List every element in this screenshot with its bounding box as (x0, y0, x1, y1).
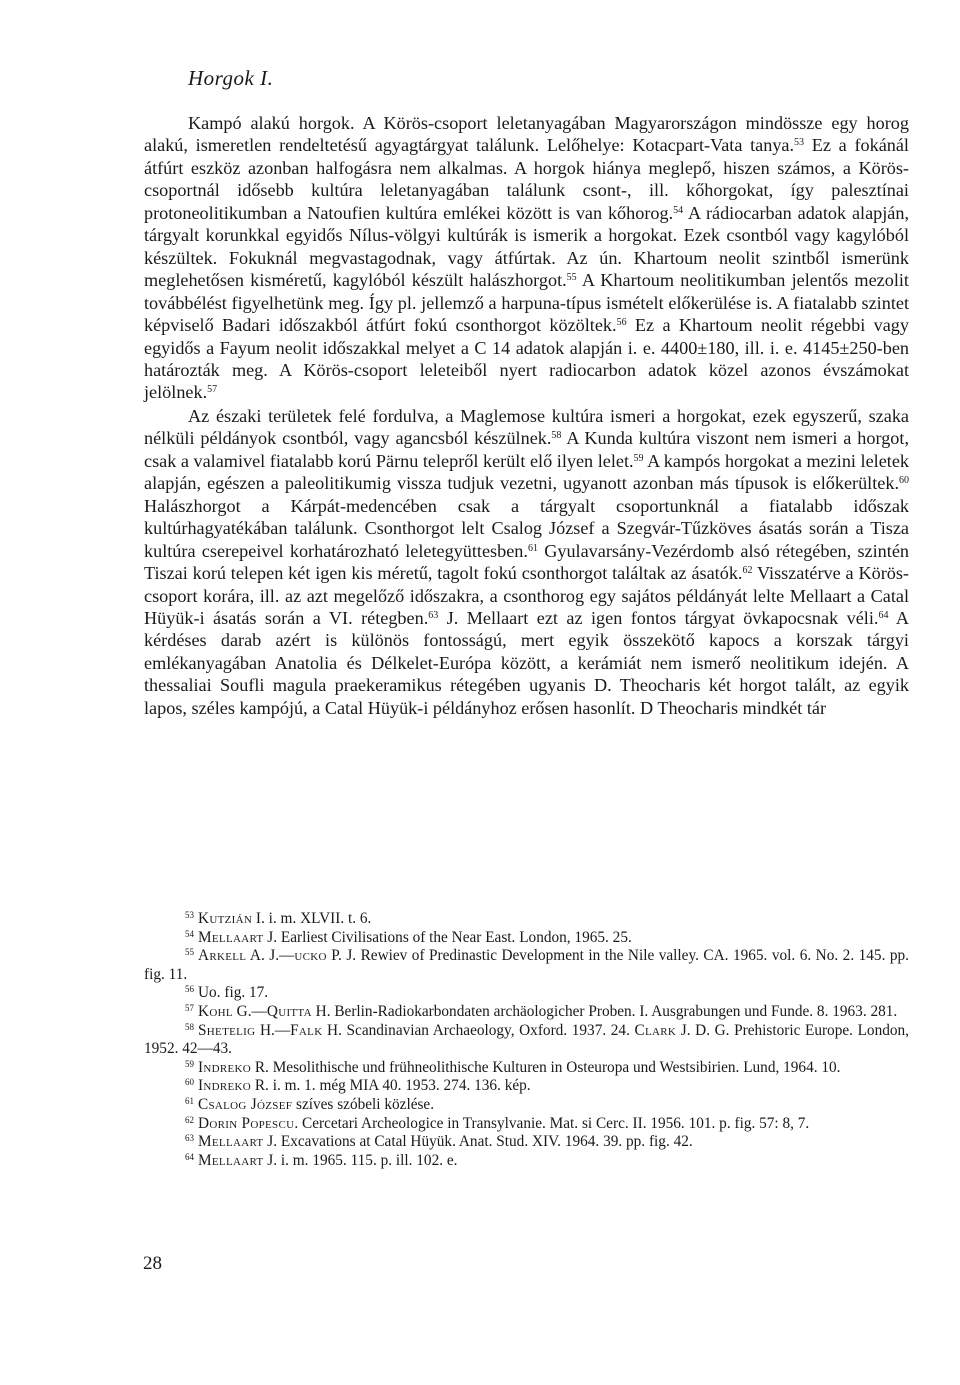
footnote-number: 55 (185, 947, 194, 958)
author-name: ucko (294, 947, 327, 965)
citation-text: J. Earliest Civilisations of the Near East. London, 1965. 25. (263, 928, 632, 946)
footnote-marker: 59 (633, 452, 644, 464)
footnote (144, 1133, 909, 1152)
citation-text: J. D. G. Prehistoric Europe. London, 1952. 42—43. (144, 1021, 909, 1058)
footnote-number: 59 (185, 1058, 194, 1069)
body-text (144, 112, 909, 719)
footnote-marker: 61 (527, 542, 538, 554)
text-run: J. Mellaart ezt az igen fontos tárgyat övkapocsnak véli. (438, 607, 879, 628)
footnote-number: 54 (185, 928, 194, 939)
page-number: 28 (143, 1253, 162, 1274)
footnote-marker: 56 (616, 317, 627, 329)
footnote-marker: 54 (673, 204, 684, 216)
text-run: Halászhorgot a Kárpát-medencében csak a tárgyalt csoportunknál a fiatalabb időszak kultúrhagyatékában találunk. Csonthorgot lelt Csalog József a Szegvár-Tűzköves ásatás során a Tisza kultúra cserepeivel korhatározható leletegyüttesben. (144, 495, 909, 561)
footnote-marker: 62 (742, 565, 753, 577)
author-name: Kohl (198, 1002, 233, 1020)
author-name: Mellaart (198, 1133, 264, 1151)
author-name: Indreko (198, 1077, 252, 1095)
footnote-marker: 58 (551, 430, 562, 442)
citation-text: R. i. m. 1. még MIA 40. 1953. 274. 136. kép. (251, 1077, 531, 1095)
footnotes (144, 910, 909, 1170)
footnote (144, 910, 909, 929)
footnote (144, 929, 909, 948)
citation-text: H.— (255, 1021, 291, 1039)
text-run: Gyulavarsány-Vezérdomb alsó rétegében, szintén Tiszai korú telepen két igen kis méretű, tagolt fokú csonthorgot találtak az ásatók. (144, 540, 909, 584)
citation-text: J. Excavations at Catal Hüyük. Anat. Stud. XIV. 1964. 39. pp. fig. 42. (263, 1133, 693, 1151)
text-run: A Kunda kultúra viszont nem ismeri a horgot, csak a valamivel fiatalabb korú Pärnu telepről került elő ilyen lelet. (144, 428, 909, 471)
footnote-number: 57 (185, 1002, 194, 1013)
author-name: Falk (290, 1021, 323, 1039)
footnote-number: 53 (185, 910, 194, 920)
text-run: Ez a fokánál átfúrt eszköz azonban halfogásra nem alkalmas. A horgok hiánya meglepő, hiszen számos, a Körös-csoportnál idősebb kultúra leletanyagában találunk csont-, ill. kőhorgokat, így palesztínai protoneolitikumban a Natoufien kultúra emlékei között is van kőhorog. (144, 135, 909, 223)
author-name: Arkell (198, 947, 247, 965)
footnote-number: 58 (185, 1021, 194, 1032)
text-run: A kampós horgokat a mezini leletek alapján, egészen a paleolitikumig vissza tudjuk vezetni, ugyanott azonban más típusok is előkerültek. (144, 450, 909, 494)
text-run: A Khartoum neolitikumban jelentős mezolit továbbélést figyelhetünk meg. Így pl. jellemző a harpuna-típus ismételt előkerülése is. A fiatalabb szintet képviselő Badari időszakból átfúrt fokú csonthorgot közöltek. (144, 270, 909, 336)
author-name: Indreko (198, 1058, 252, 1076)
footnote-marker: 55 (566, 272, 577, 284)
citation-text: P. J. Rewiev of Predinastic Development in the Nile valley. CA. 1965. vol. 6. No. 2. 145. pp. fig. 11. (144, 947, 909, 983)
citation-text: H. Scandinavian Archaeology, Oxford. 1937. 24. (322, 1021, 635, 1039)
footnote (144, 1059, 909, 1078)
citation-text: A. J.— (246, 947, 295, 965)
citation-text: I. i. m. XLVII. t. 6. (252, 910, 372, 927)
citation-text: H. Berlin-Radiokarbondaten archäologicher Proben. I. Ausgrabungen und Funde. 8. 1963. 281. (311, 1002, 898, 1020)
text-run: Az északi területek felé fordulva, a Maglemose kultúra ismeri a horgokat, ezek egyszerű, szaka nélküli példányok csontból, vagy agancsból készülnek. (144, 405, 909, 449)
author-name: Shetelig (198, 1021, 256, 1039)
text-run: Visszatérve a Körös-csoport korára, ill. az azt megelőző időszakra, a csonthorog egy sajátos példányát lelte Mellaart a Catal Hüyük-i ásatás során a VI. rétegben. (144, 563, 909, 628)
citation-text: J. i. m. 1965. 115. p. ill. 102. e. (263, 1151, 458, 1169)
footnote (144, 984, 909, 1003)
footnote-number: 64 (185, 1151, 194, 1162)
footnote (144, 1152, 909, 1171)
author-name: Quitta (266, 1002, 312, 1020)
citation-text: R. Mesolithische und frühneolithische Kulturen in Osteuropa und Westsibirien. Lund, 1964. 10. (251, 1058, 841, 1076)
footnote-marker: 53 (794, 137, 805, 149)
author-name: Csalog József (198, 1095, 293, 1113)
footnote-number: 60 (185, 1077, 194, 1088)
citation-text: szíves szóbeli közlése. (292, 1095, 435, 1113)
footnote-marker: 57 (207, 384, 218, 396)
author-name: Mellaart (198, 928, 264, 946)
author-name: Kutzián (198, 910, 253, 927)
citation-text: Uo. fig. 17. (198, 984, 269, 1002)
citation-text: G.— (232, 1002, 267, 1020)
text-run: A rádiocarban adatok alapján, tárgyalt korunkkal egyidős Nílus-völgyi kultúrák is ismerik a horgokat. Ezek csontból vagy kagylóból készültek. Fokuknál megvastagodnak, vagy átfúrtak. Az ún. Khartoum neolit szintből ismerünk meglehetősen kisméretű, kagylóból készült halászhorgot. (144, 202, 909, 291)
citation-text: . Cercetari Archeologice in Transylvanie. Mat. si Cerc. II. 1956. 101. p. fig. 57: 8, 7. (294, 1114, 810, 1132)
text-run: Ez a Khartoum neolit régebbi vagy egyidős a Fayum neolit időszakkal melyet a C 14 adatok alapján i. e. 4400±180, ill. i. e. 4145±250-ben határozták meg. A Körös-csoport leleteiből nyert radiocarbon adatok közel azonos évszámokat jelölnek. (144, 315, 909, 403)
section-heading: Horgok I. (188, 66, 274, 90)
paragraph (144, 112, 909, 404)
author-name: Mellaart (198, 1151, 264, 1169)
author-name: Dorin Popescu (198, 1114, 295, 1132)
footnote-marker: 64 (878, 609, 889, 621)
footnote-number: 56 (185, 984, 194, 995)
author-name: Clark (634, 1021, 677, 1039)
footnote (144, 1003, 909, 1022)
footnote (144, 1115, 909, 1134)
footnote-marker: 63 (428, 609, 439, 621)
footnote (144, 1096, 909, 1115)
footnote (144, 1022, 909, 1059)
paragraph (144, 405, 909, 719)
footnote-number: 61 (185, 1095, 194, 1106)
footnote-marker: 60 (899, 475, 909, 487)
footnote-number: 62 (185, 1114, 194, 1125)
footnote (144, 1077, 909, 1096)
text-run: A kérdéses darab azért is különös fontosságú, mert egyik összekötő kapocs a korszak tárgyi emlékanyagában Anatolia és Délkelet-Európa között, a kerámiát nem ismerő neolitikum idején. A thessaliai Soufli magula praekeramikus rétegében ugyanis D. Theocharis két horgot talált, az egyik lapos, széles kampójú, a Catal Hüyük-i példányhoz erősen hasonlít. D Theocharis mindkét tár (144, 607, 910, 718)
text-run: Kampó alakú horgok. A Körös-csoport leletanyagában Magyarországon mindössze egy horog alakú, ismeretlen rendeltetésű agyagtárgyat találunk. Lelőhelye: Kotacpart-Vata tanya. (144, 113, 909, 156)
footnote (144, 947, 909, 984)
footnote-number: 63 (185, 1133, 194, 1144)
